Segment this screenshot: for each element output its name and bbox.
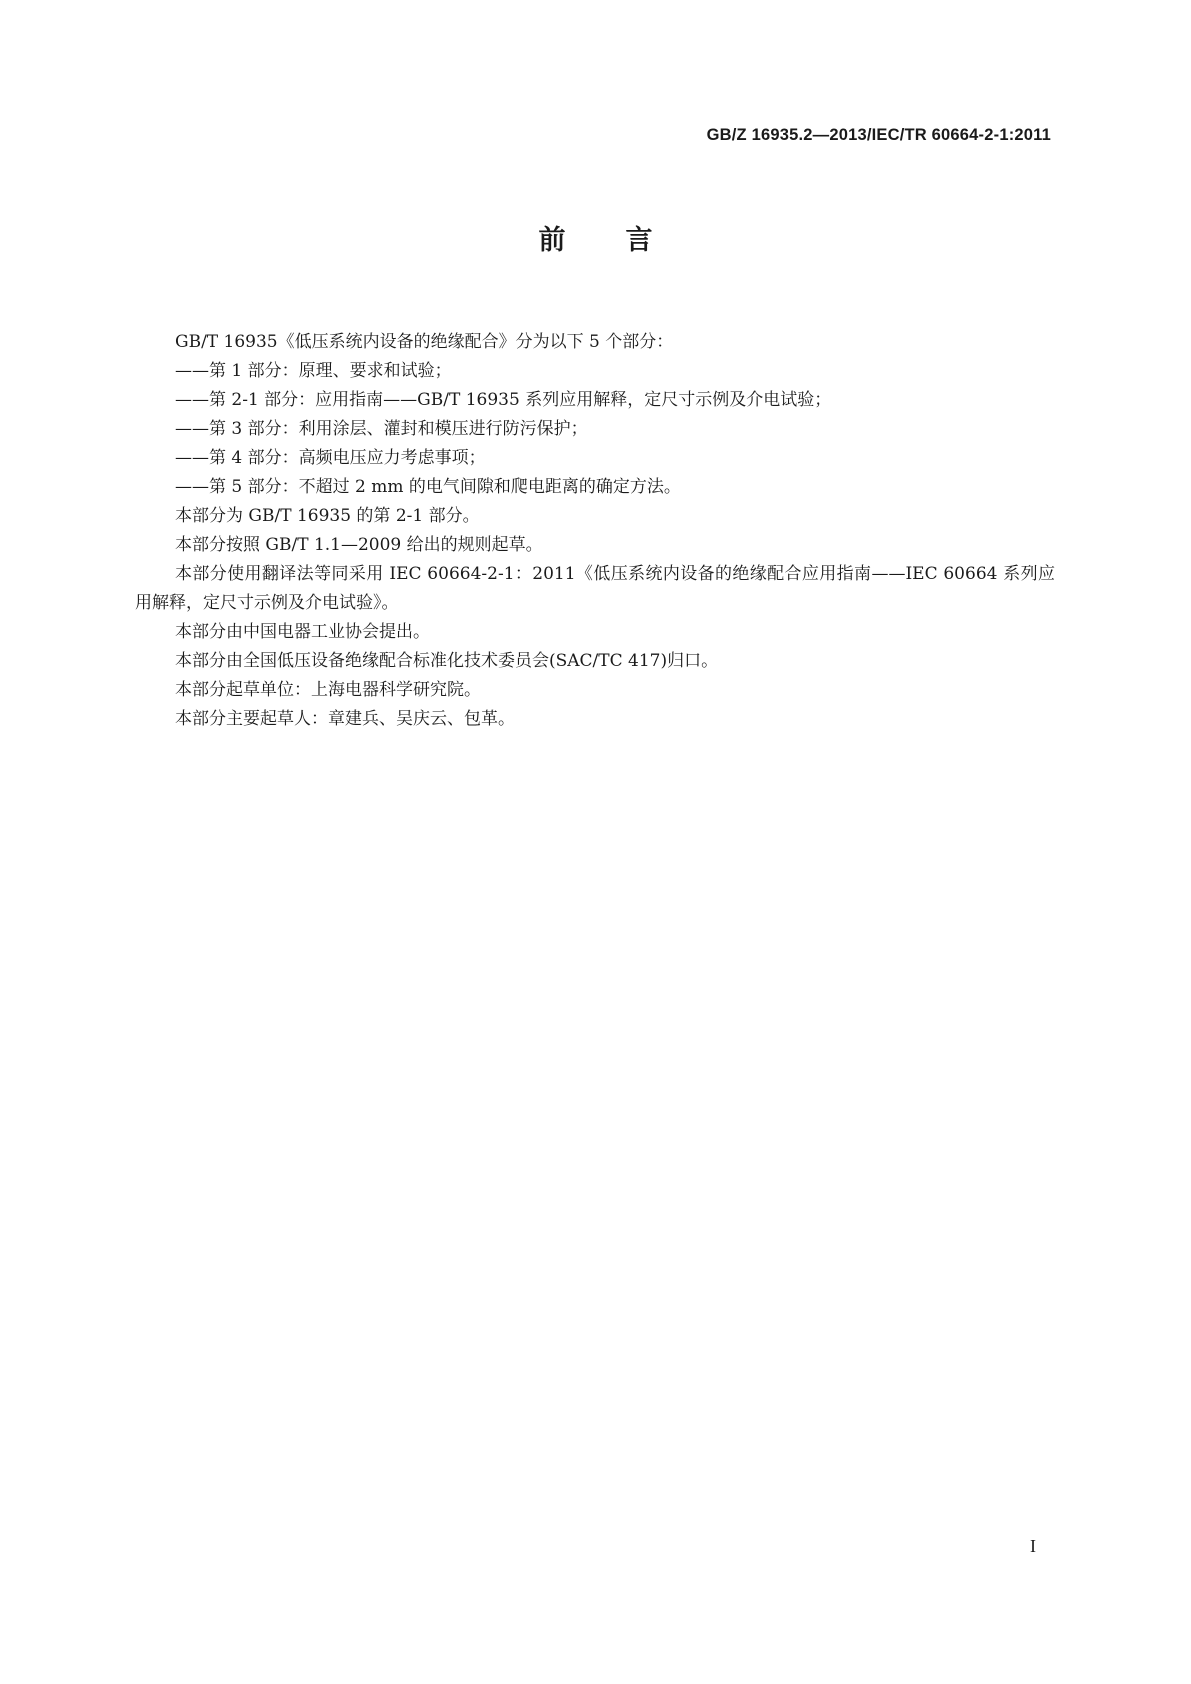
- list-item-part-5: ——第 5 部分：不超过 2 mm 的电气间隙和爬电距离的确定方法。: [175, 477, 681, 497]
- page-title: 前言: [538, 225, 713, 256]
- paragraph-adoption: 本部分使用翻译法等同采用 IEC 60664-2-1：2011《低压系统内设备的绝缘配合应用指南——IEC 60664 系列应用解释，定尺寸示例及介电试验》。: [135, 564, 1055, 613]
- list-item-part-3: ——第 3 部分：利用涂层、灌封和模压进行防污保护；: [175, 419, 588, 439]
- paragraph-part-statement: 本部分为 GB/T 16935 的第 2-1 部分。: [175, 506, 480, 526]
- paragraph-drafting-rules: 本部分按照 GB/T 1.1—2009 给出的规则起草。: [175, 535, 543, 555]
- list-item-part-2-1: ——第 2-1 部分：应用指南——GB/T 16935 系列应用解释，定尺寸示例及介电试验；: [175, 390, 832, 410]
- paragraph-drafters: 本部分主要起草人：章建兵、吴庆云、包革。: [175, 709, 515, 729]
- paragraph-intro: GB/T 16935《低压系统内设备的绝缘配合》分为以下 5 个部分：: [175, 332, 674, 352]
- paragraph-committee: 本部分由全国低压设备绝缘配合标准化技术委员会(SAC/TC 417)归口。: [175, 651, 719, 671]
- document-code-header: GB/Z 16935.2—2013/IEC/TR 60664-2-1:2011: [706, 126, 1051, 144]
- paragraph-drafting-unit: 本部分起草单位：上海电器科学研究院。: [175, 680, 481, 700]
- list-item-part-1: ——第 1 部分：原理、要求和试验；: [175, 361, 452, 381]
- foreword-body: [135, 328, 1055, 734]
- page-number: I: [1030, 1536, 1036, 1556]
- list-item-part-4: ——第 4 部分：高频电压应力考虑事项；: [175, 448, 486, 468]
- paragraph-proposer: 本部分由中国电器工业协会提出。: [175, 622, 430, 642]
